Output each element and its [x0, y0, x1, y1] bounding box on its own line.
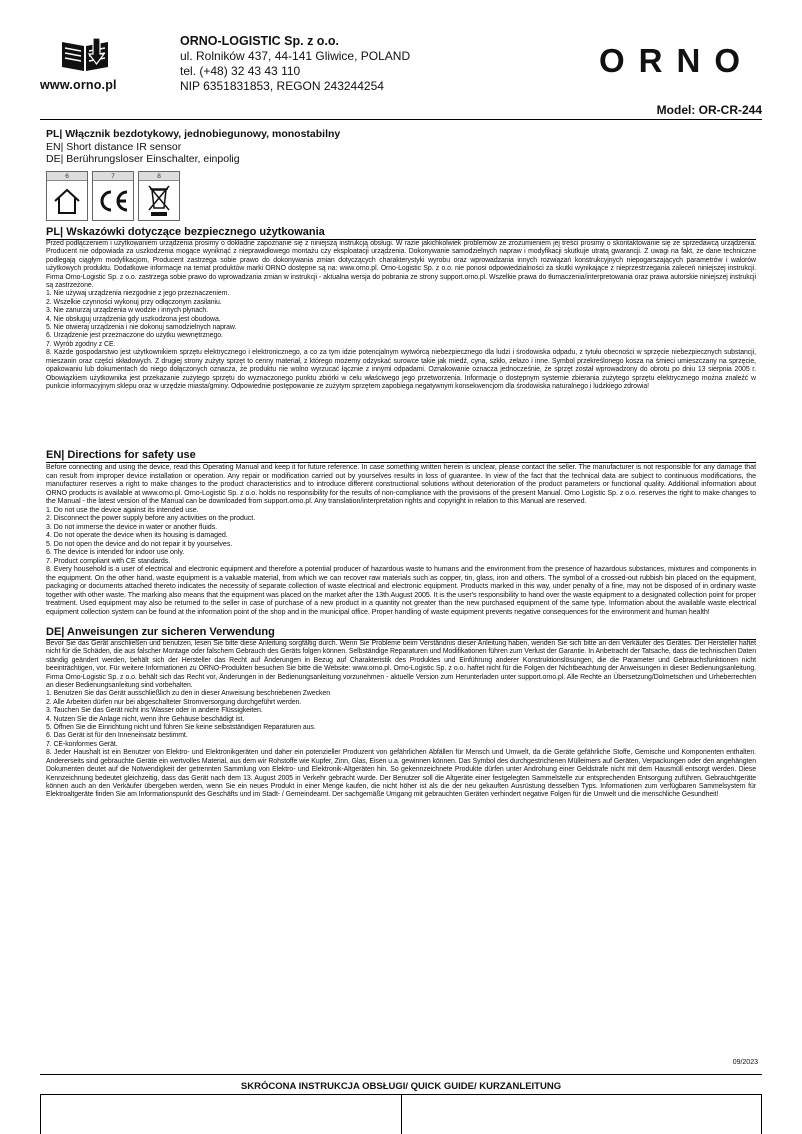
- section-body-de: [46, 640, 756, 800]
- intro-de: Bevor Sie das Gerät anschließen und benutzen, lesen Sie bitte diese Anleitung sorgfältig durch. Wenn Sie Probleme beim Verständnis dieser Anleitung haben, wenden Sie sich bitte an den Verkäufer des Gerätes. Der Hersteller haftet nicht für die Schäden, die aus falscher Montage oder falschem Gebrauch des Geräts folgen können. Selbständige Reparaturen und Modifikationen führen zum Verlust der Garantie. In Anbetracht der Tatsache, dass die technischen Daten ständig geändert werden, behält sich der Hersteller das Recht auf Änderungen in Bezug auf Charakteristik des Produktes und Einführung anderer Konstruktionslösungen, die die Parameter und Gebrauchsfunktionen nicht beeinträchtigen, vor. Für weitere Informationen zu ORNO-Produkten besuchen Sie bitte die Website: www.orno.pl. Orno-Logistic Sp. z o.o. haftet nicht für die Folgen der Nichtbeachtung der Anweisungen in dieser Bedienungsanleitung. Firma Orno-Logistic Sp. z o.o. behält sich das Recht vor, Änderungen in der Bedienungsanleitung vorzunehmen - aktuelle Version zum Herunterladen unter support.orno.pl. Alle Rechte an Übersetzung/Dolmetschen und Urheberrechten an dieser Bedienungsanleitung sind vorbehalten.: [46, 640, 756, 690]
- symbol-icons: [46, 171, 180, 221]
- symbol-box: [46, 171, 88, 221]
- symbol-box: [92, 171, 134, 221]
- list-item: 8. Każde gospodarstwo jest użytkownikiem sprzętu elektrycznego i elektronicznego, a co za tym idzie potencjalnym wytwórcą niebezpiecznego dla ludzi i środowiska odpadu, z tytułu obecności w sprzęcie niebezpiecznych substancji, mieszanin oraz części składowych. Z drugiej strony zużyty sprzęt to cenny materiał, z którego możemy odzyskać surowce takie jak miedź, cyna, szkło, żelazo i inne. Symbol przekreślonego kosza na śmieci umieszczany na sprzęcie, opakowaniu lub dokumentach do niego dołączonych oznacza, że produktu nie wolno wyrzucać łącznie z innymi odpadami. Oznakowanie oznacza jednocześnie, że sprzęt został wprowadzony do obrotu po dniu 13 sierpnia 2005 r. Obowiązkiem użytkownika jest przekazanie zużytego sprzętu do wyznaczonego punktu zbiórki w celu właściwego jego przetworzenia. Informacje o dostępnym systemie zbierania zużytego sprzętu elektrycznego można znaleźć w punkcie informacyjnym sklepu oraz w urzędzie miasta/gminy. Odpowiednie postępowanie ze zużytym sprzętem zapobiega negatywnym konsekwencjom dla środowiska naturalnego i ludzkiego zdrowia!: [46, 349, 756, 390]
- section-title-pl: PL| Wskazówki dotyczące bezpiecznego użytkowania: [46, 226, 756, 240]
- intro-en: Before connecting and using the device, read this Operating Manual and keep it for future reference. In case something written herein is unclear, please contact the seller. The manufacturer is not responsible for any damage that can result from improper device installation or operation. Any repair or modification carried out by yourselves results in loss of guarantee. In view of the fact that the technical data are subject to continuous modifications, the manufacturer reserves a right to make changes to the product characteristics and to introduce different constructional solutions without deterioration of the product parameters or functional quality. Additional information about ORNO products is available at www.orno.pl. Orno-Logistic Sp. z o.o. holds no responsibility for the results of non-compliance with the provisions of the present Manual. Orno Logistic Sp. z o.o. reserves the right to make changes to the Manual - the latest version of the Manual can be downloaded from support.orno.pl. Any translation/interpretation rights and copyright in relation to this Manual are reserved.: [46, 463, 756, 505]
- section-title-en: EN| Directions for safety use: [46, 449, 756, 463]
- quick-guide-divider: [401, 1094, 402, 1134]
- symbol-number: 7: [93, 172, 133, 181]
- list-item: 3. Do not immerse the device in water or another fluids.: [46, 522, 218, 531]
- list-item: 5. Öffnen Sie die Einrichtung nicht und führen Sie keine selbstständigen Reparaturen aus.: [46, 724, 316, 732]
- section-title-de: DE| Anweisungen zur sicheren Verwendung: [46, 626, 756, 640]
- intro-pl: Przed podłączeniem i użytkowaniem urządzenia prosimy o dokładne zapoznanie się z niniejszą instrukcją obsługi. W razie jakichkolwiek problemów ze zrozumieniem jej treści prosimy o skontaktowanie się ze sprzedawcą urządzenia. Producent nie odpowiada za uszkodzenia mogące wyniknąć z nieprawidłowego montażu czy eksploatacji urządzenia. Dokonywanie samodzielnych napraw i modyfikacji skutkuje utratą gwarancji. Z uwagi na fakt, że dane techniczne podlegają ciągłym modyfikacjom, Producent zastrzega sobie prawo do dokonywania zmian dotyczących charakterystyki wyrobu oraz wprowadzania innych rozwiązań konstrukcyjnych niepogarszających parametrów i walorów użytkowych produktu. Dodatkowe informacje na temat produktów marki ORNO dostępne są na: www.orno.pl. Orno-Logistic Sp. z o.o. nie ponosi odpowiedzialności za skutki wynikające z nieprzestrzegania zaleceń niniejszej instrukcji. Firma Orno-Logistic Sp. z o.o. zastrzega sobie prawo do wprowadzania zmian w instrukcji - aktualna wersja do pobrania ze strony support.orno.pl. Wszelkie prawa do tłumaczenia/interpretowania oraz prawa autorskie niniejszej instrukcji są zastrzeżone.: [46, 240, 756, 290]
- symbol-number: 6: [47, 172, 87, 181]
- list-item: 4. Nie obsługuj urządzenia gdy uszkodzona jest obudowa.: [46, 315, 221, 323]
- list-item: 5. Nie otwieraj urządzenia i nie dokonuj samodzielnych napraw.: [46, 324, 237, 332]
- list-item: 1. Do not use the device against its intended use.: [46, 505, 199, 514]
- list-item: 6. Das Gerät ist für den Inneneinsatz bestimmt.: [46, 732, 188, 740]
- document-date: 09/2023: [732, 1059, 758, 1066]
- list-item: 6. The device is intended for indoor use only.: [46, 548, 185, 556]
- company-address: ul. Rolników 437, 44-141 Gliwice, POLAND: [180, 49, 411, 63]
- list-item: 3. Tauchen Sie das Gerät nicht ins Wasser oder in andere Flüssigkeiten.: [46, 707, 263, 715]
- company-info: [180, 34, 410, 94]
- list-item: 8. Every household is a user of electrical and electronic equipment and therefore a potential producer of hazardous waste to humans and the environment from the presence of hazardous substances, mixtures and components in the equipment. On the other hand, waste equipment is a valuable material, from which we can recover raw materials such as copper, tin, glass, iron and others. The symbol of a crossed-out rubbish bin placed on the equipment, packaging or documents attached thereto indicates the necessity of separate collection of waste electrical and electronic equipment. Products marked in this way, under penalty of a fine, may not be disposed of in ordinary waste together with other waste. The marking also means that the equipment was placed on the market after the 13th August 2005. It is the user's responsibility to hand over the waste equipment to a designated collection point for proper treatment. Used equipment may also be returned to the seller in case of purchase of a new product in a quantity not greater than the new purchased equipment of the same type. Information about the available waste electrical equipment collection system can be found at the information point of the shop and in the municipal office. Proper handling of waste equipment prevents negative consequences for the environment and human health!: [46, 565, 756, 616]
- section-body-en: [46, 463, 756, 616]
- company-phone: tel. (+48) 32 43 43 110: [180, 64, 301, 78]
- house-icon: [52, 187, 82, 215]
- symbol-box: [138, 171, 180, 221]
- header-divider: [40, 119, 762, 120]
- header: [40, 34, 762, 98]
- manual-book-icon: [60, 38, 110, 72]
- list-item: 7. Wyrób zgodny z CE.: [46, 340, 116, 348]
- title-pl: PL| Włącznik bezdotykowy, jednobiegunowy, monostabilny: [46, 128, 341, 140]
- quick-guide-top-rule: [40, 1074, 762, 1075]
- crossed-bin-icon: [146, 184, 172, 218]
- list-item: 7. CE-konformes Gerät.: [46, 740, 118, 748]
- list-item: 8. Jeder Haushalt ist ein Benutzer von Elektro- und Elektronikgeräten und daher ein potenzieller Produzent von gefährlichen Abfällen für Mensch und Umwelt, da die Geräte gefährliche Stoffe, Gemische und Komponenten enthalten. Andererseits sind gebrauchte Geräte ein wertvolles Material, aus dem wir Rohstoffe wie Kupfer, Zinn, Glas, Eisen u.a. gewinnen können. Das Symbol des durchgestrichenen Mülleimers auf Geräten, Verpackungen oder den angehängten Dokumenten deutet auf die Notwendigkeit der getrennten Sammlung von Elektro- und Elektronik-Altgeräten hin. So gekennzeichnete Produkte dürfen unter Androhung einer Geldstrafe nicht mit dem Hausmüll entsorgt werden. Diese Kennzeichnung bedeutet gleichzeitig, dass das Gerät nach dem 13. August 2005 in Verkehr gebracht wurde. Der Benutzer soll die Altgeräte einer festgelegten Sammelstelle zur entsprechenden Entsorgung zuführen. Gebrauchtgeräte können auch an den Verkäufer übergeben werden, wenn Sie ein neues Produkt in einer Menge kaufen, die nicht höher ist als die der neu gekauften Ausrüstung desselben Typs. Informationen zum verfügbaren Sammelsystem für Elektroaltgeräte finden Sie am Informationspunkt des Geschäfts und im Stadt- / Gemeindeamt. Der sachgemäße Umgang mit gebrauchten Geräten verhindert negative Folgen für die Umwelt und die menschliche Gesundheit!: [46, 749, 756, 799]
- list-item: 6. Urządzenie jest przeznaczone do użytku wewnętrznego.: [46, 332, 223, 340]
- company-nip: NIP 6351831853, REGON 243244254: [180, 79, 384, 93]
- brand-logo: ORNO: [599, 42, 754, 79]
- ce-mark-icon: [97, 189, 129, 213]
- website-link[interactable]: www.orno.pl: [40, 78, 117, 92]
- list-item: 5. Do not open the device and do not repair it by yourselves.: [46, 539, 233, 548]
- quick-guide-title: SKRÓCONA INSTRUKCJA OBSŁUGI/ QUICK GUIDE/ KURZANLEITUNG: [240, 1081, 562, 1092]
- list-item: 7. Product compliant with CE standards.: [46, 556, 171, 565]
- list-item: 4. Do not operate the device when its housing is damaged.: [46, 531, 228, 539]
- list-item: 2. Disconnect the power supply before any activities on the product.: [46, 514, 256, 522]
- symbol-number: 8: [139, 172, 179, 181]
- company-name: ORNO-LOGISTIC Sp. z o.o.: [180, 34, 340, 48]
- product-titles: [46, 128, 340, 166]
- list-item: 4. Nutzen Sie die Anlage nicht, wenn ihre Gehäuse beschädigt ist.: [46, 715, 245, 723]
- list-item: 3. Nie zanurzaj urządzenia w wodzie i innych płynach.: [46, 307, 209, 315]
- list-item: 1. Benutzen Sie das Gerät ausschließlich zu den in dieser Anweisung beschriebenen Zwecken: [46, 690, 330, 698]
- title-en: EN| Short distance IR sensor: [46, 140, 182, 153]
- section-body-pl: [46, 240, 756, 391]
- title-de: DE| Berührungsloser Einschalter, einpolig: [46, 153, 240, 165]
- list-item: 2. Wszelkie czynności wykonuj przy odłączonym zasilaniu.: [46, 298, 222, 306]
- model-number: Model: OR-CR-244: [656, 103, 762, 117]
- list-item: 2. Alle Arbeiten dürfen nur bei abgeschalteter Stromversorgung durchgeführt werden.: [46, 698, 302, 706]
- list-item: 1. Nie używaj urządzenia niezgodnie z jego przeznaczeniem.: [46, 290, 230, 298]
